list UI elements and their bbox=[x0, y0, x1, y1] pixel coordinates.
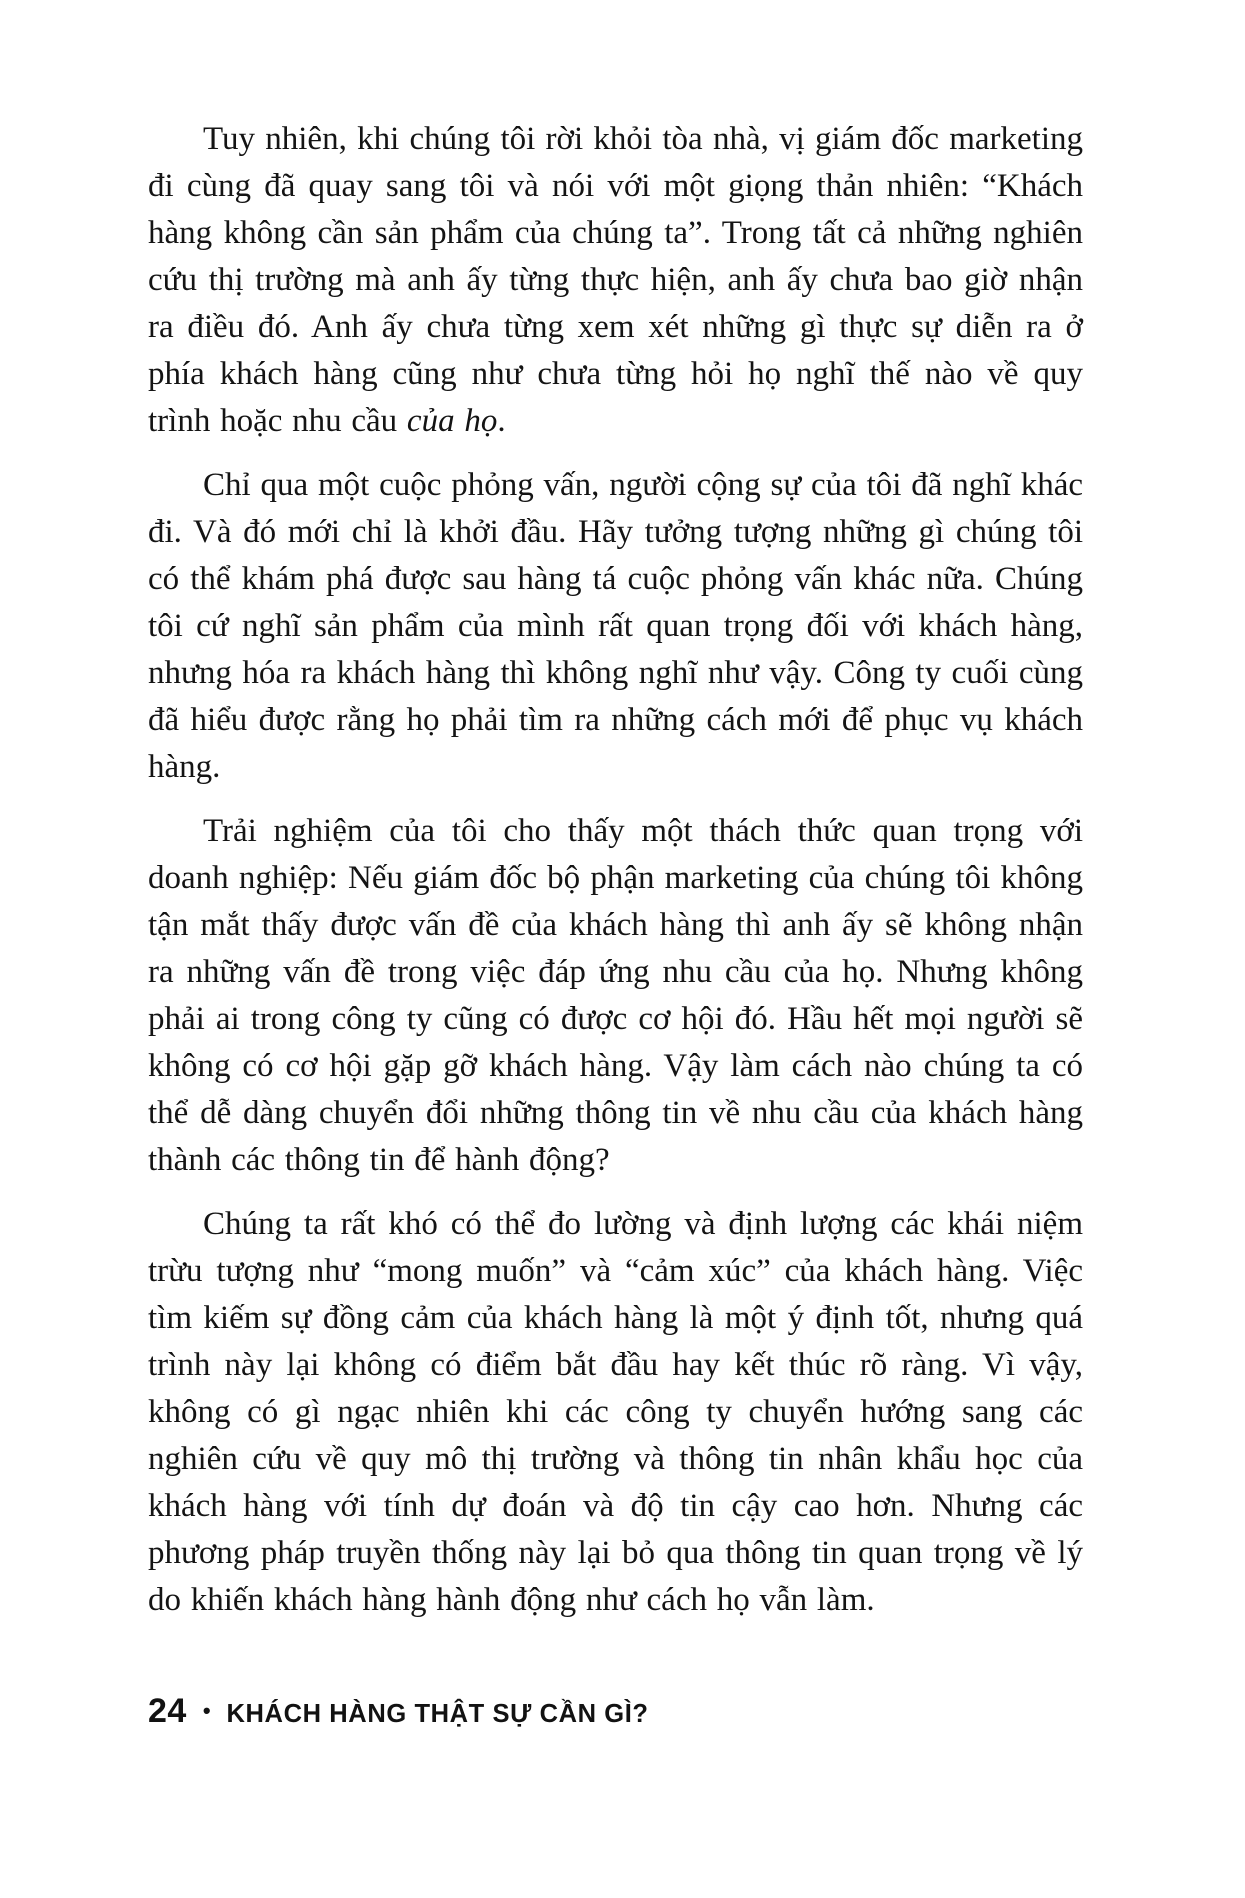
page-footer bbox=[148, 1692, 649, 1731]
paragraph-italic-text: của họ bbox=[406, 403, 498, 439]
paragraph bbox=[148, 116, 1083, 445]
paragraph bbox=[148, 808, 1083, 1184]
page-text-block bbox=[148, 116, 1083, 1641]
paragraph-text-after: . bbox=[497, 403, 506, 439]
page-number: 24 bbox=[148, 1692, 187, 1730]
bullet-separator-icon: • bbox=[202, 1698, 211, 1723]
paragraph bbox=[148, 462, 1083, 791]
paragraph-text: Chỉ qua một cuộc phỏng vấn, người cộng sự của tôi đã nghĩ khác đi. Và đó mới chỉ là khởi đầu. Hãy tưởng tượng những gì chúng tôi có thể khám phá được sau hàng tá cuộc phỏng vấn khác nữa. Chúng tôi cứ nghĩ sản phẩm của mình rất quan trọng đối với khách hàng, nhưng hóa ra khách hàng thì không nghĩ như vậy. Công ty cuối cùng đã hiểu được rằng họ phải tìm ra những cách mới để phục vụ khách hàng. bbox=[148, 467, 1083, 785]
paragraph-text: Tuy nhiên, khi chúng tôi rời khỏi tòa nhà, vị giám đốc marketing đi cùng đã quay sang tôi và nói với một giọng thản nhiên: “Khách hàng không cần sản phẩm của chúng ta”. Trong tất cả những nghiên cứu thị trường mà anh ấy từng thực hiện, anh ấy chưa bao giờ nhận ra điều đó. Anh ấy chưa từng xem xét những gì thực sự diễn ra ở phía khách hàng cũng như chưa từng hỏi họ nghĩ thế nào về quy trình hoặc nhu cầu bbox=[148, 121, 1083, 439]
paragraph-text: Trải nghiệm của tôi cho thấy một thách thức quan trọng với doanh nghiệp: Nếu giám đốc bộ phận marketing của chúng tôi không tận mắt thấy được vấn đề của khách hàng thì anh ấy sẽ không nhận ra những vấn đề trong việc đáp ứng nhu cầu của họ. Nhưng không phải ai trong công ty cũng có được cơ hội đó. Hầu hết mọi người sẽ không có cơ hội gặp gỡ khách hàng. Vậy làm cách nào chúng ta có thể dễ dàng chuyển đổi những thông tin về nhu cầu của khách hàng thành các thông tin để hành động? bbox=[148, 813, 1083, 1178]
paragraph bbox=[148, 1201, 1083, 1624]
book-title: KHÁCH HÀNG THẬT SỰ CẦN GÌ? bbox=[226, 1700, 649, 1728]
paragraph-text: Chúng ta rất khó có thể đo lường và định lượng các khái niệm trừu tượng như “mong muốn” và “cảm xúc” của khách hàng. Việc tìm kiếm sự đồng cảm của khách hàng là một ý định tốt, nhưng quá trình này lại không có điểm bắt đầu hay kết thúc rõ ràng. Vì vậy, không có gì ngạc nhiên khi các công ty chuyển hướng sang các nghiên cứu về quy mô thị trường và thông tin nhân khẩu học của khách hàng với tính dự đoán và độ tin cậy cao hơn. Nhưng các phương pháp truyền thống này lại bỏ qua thông tin quan trọng về lý do khiến khách hàng hành động như cách họ vẫn làm. bbox=[148, 1206, 1083, 1618]
